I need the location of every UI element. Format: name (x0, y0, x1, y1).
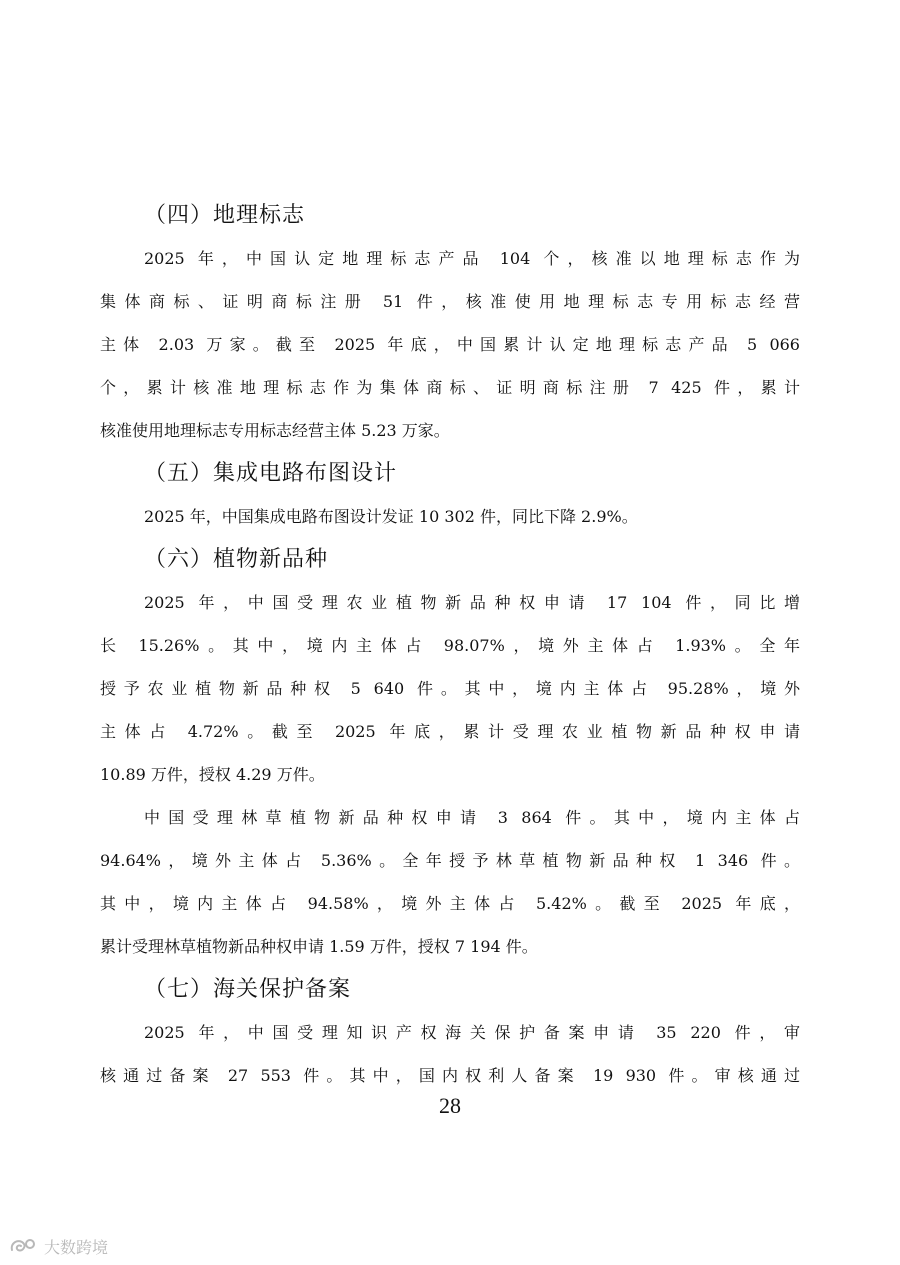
section-heading-customs-protection: （七）海关保护备案 (144, 977, 352, 1002)
paragraph-line: 2025 年，中国集成电路布图设计发证 10 302 件，同比下降 2.9%。 (144, 507, 638, 526)
paragraph-line: 10.89 万件，授权 4.29 万件。 (100, 765, 325, 784)
paragraph-line: 94.64%，境外主体占 5.36%。全年授予林草植物新品种权 1 346 件。 (100, 851, 800, 870)
document-body (100, 197, 800, 1100)
paragraph-line: 个，累计核准地理标志作为集体商标、证明商标注册 7 425 件，累计 (100, 378, 800, 397)
paragraph (100, 240, 800, 450)
paragraph-line: 核准使用地理标志专用标志经营主体 5.23 万家。 (100, 421, 450, 440)
watermark-logo-icon (8, 1236, 38, 1256)
section-heading-geographical-indications: （四）地理标志 (144, 203, 306, 228)
page-number: 28 (439, 1093, 461, 1118)
section-heading-integrated-circuit-layout: （五）集成电路布图设计 (144, 461, 398, 486)
section-heading-plant-varieties: （六）植物新品种 (144, 547, 329, 572)
paragraph (100, 799, 800, 966)
paragraph-line: 主体 2.03 万家。截至 2025 年底，中国累计认定地理标志产品 5 066 (100, 335, 800, 354)
paragraph-line: 2025 年，中国受理农业植物新品种权申请 17 104 件，同比增 (144, 593, 800, 612)
paragraph-line: 主体占 4.72%。截至 2025 年底，累计受理农业植物新品种权申请 (100, 722, 800, 741)
paragraph (100, 1014, 800, 1095)
paragraph-line: 授予农业植物新品种权 5 640 件。其中，境内主体占 95.28%，境外 (100, 679, 800, 698)
paragraph-line: 2025 年，中国受理知识产权海关保护备案申请 35 220 件，审 (144, 1023, 800, 1042)
paragraph-line: 集体商标、证明商标注册 51 件，核准使用地理标志专用标志经营 (100, 292, 800, 311)
paragraph-line: 2025 年，中国认定地理标志产品 104 个，核准以地理标志作为 (144, 249, 800, 268)
watermark (8, 1233, 108, 1259)
paragraph-line: 其中，境内主体占 94.58%，境外主体占 5.42%。截至 2025 年底， (100, 894, 800, 913)
paragraph (100, 498, 800, 536)
watermark-text: 大数跨境 (44, 1237, 109, 1257)
paragraph-line: 核通过备案 27 553 件。其中，国内权利人备案 19 930 件。审核通过 (100, 1066, 800, 1085)
paragraph-line: 累计受理林草植物新品种权申请 1.59 万件，授权 7 194 件。 (100, 937, 538, 956)
paragraph-line: 长 15.26%。其中，境内主体占 98.07%，境外主体占 1.93%。全年 (100, 636, 800, 655)
paragraph-line: 中国受理林草植物新品种权申请 3 864 件。其中，境内主体占 (144, 808, 800, 827)
paragraph (100, 584, 800, 794)
